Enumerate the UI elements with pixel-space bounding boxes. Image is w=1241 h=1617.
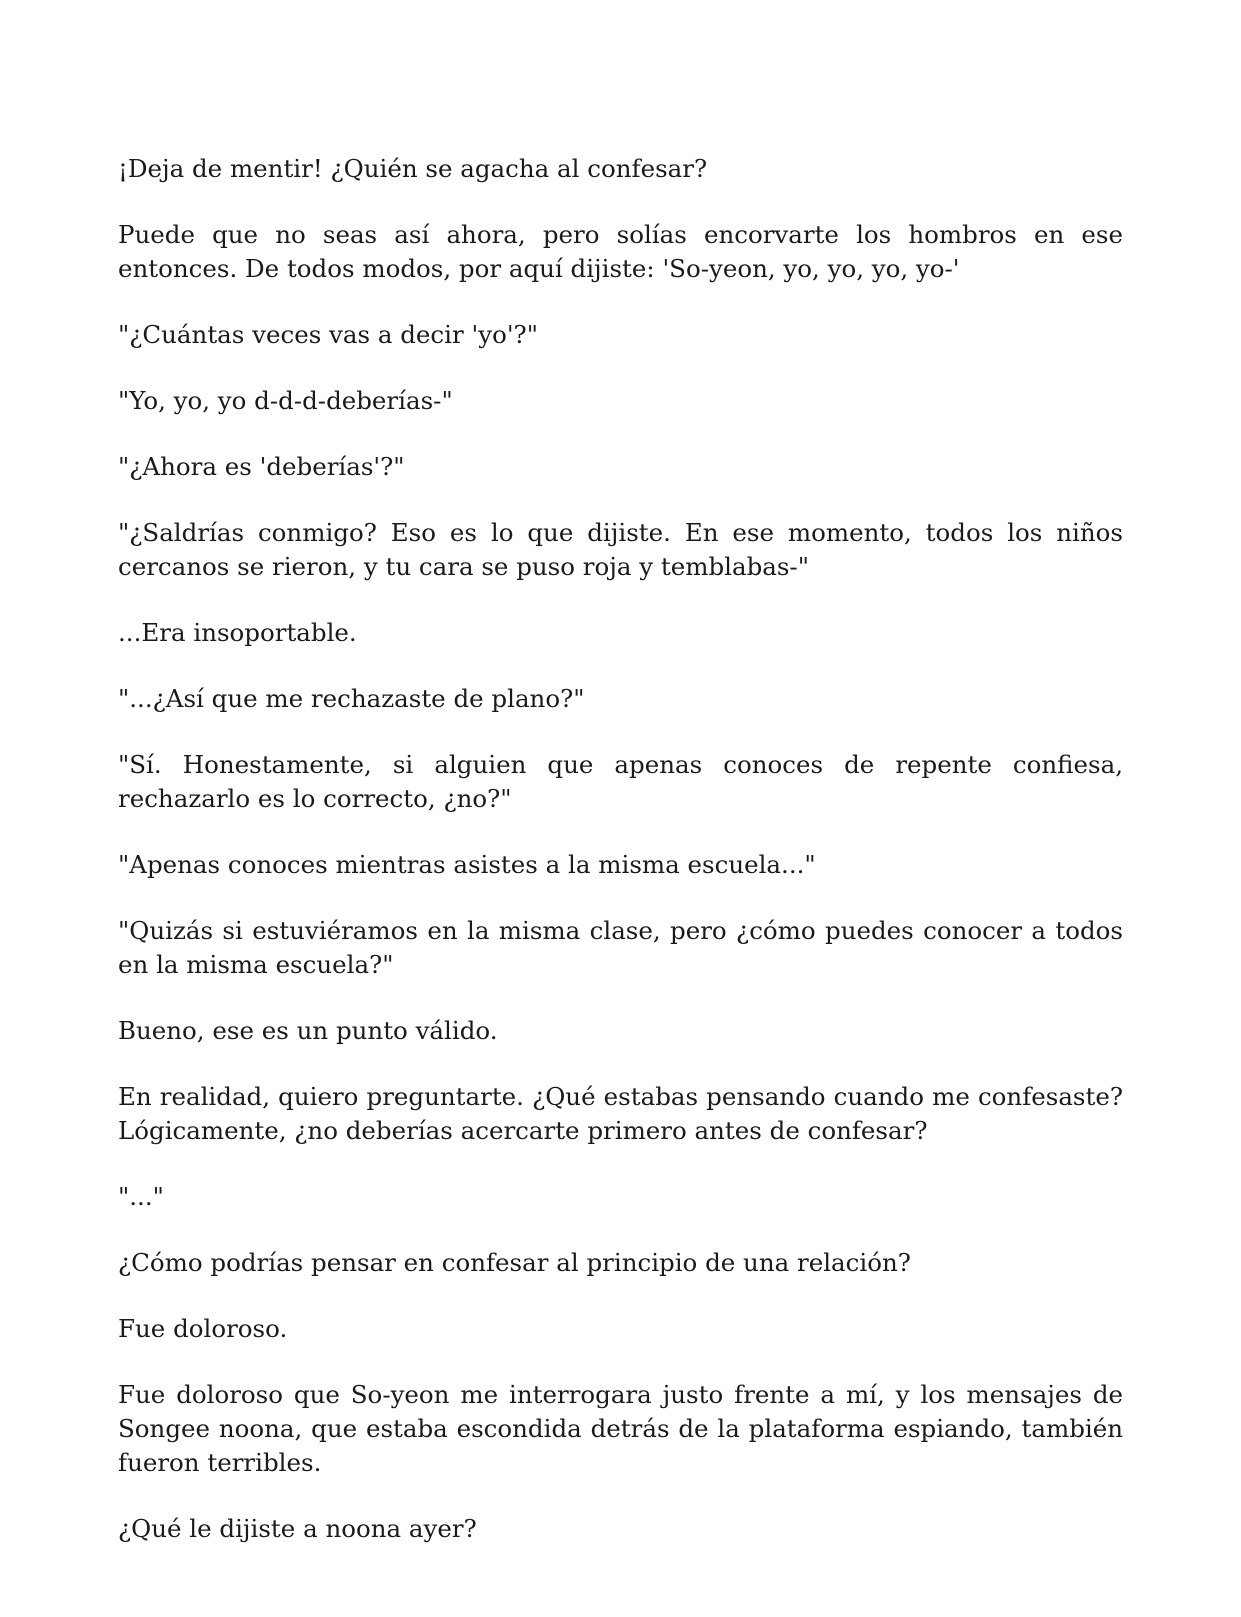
paragraph: Fue doloroso. (118, 1314, 288, 1343)
paragraph: "¿Cuántas veces vas a decir 'yo'?" (118, 320, 538, 349)
paragraph: "..." (118, 1182, 164, 1211)
paragraph: ¿Qué le dijiste a noona ayer? (118, 1514, 477, 1543)
paragraph: ¡Deja de mentir! ¿Quién se agacha al confesar? (118, 154, 708, 183)
paragraph: "¿Ahora es 'deberías'?" (118, 452, 405, 481)
paragraph: "Quizás si estuviéramos en la misma clase, pero ¿cómo puedes conocer a todos en la misma escuela?" (118, 916, 1123, 979)
paragraph: ¿Cómo podrías pensar en confesar al principio de una relación? (118, 1248, 911, 1277)
paragraph: Puede que no seas así ahora, pero solías encorvarte los hombros en ese entonces. De todos modos, por aquí dijiste: 'So-yeon, yo, yo, yo, yo-' (118, 220, 1123, 283)
paragraph: "Yo, yo, yo d-d-d-deberías-" (118, 386, 453, 415)
paragraph: En realidad, quiero preguntarte. ¿Qué estabas pensando cuando me confesaste? Lógicamente, ¿no deberías acercarte primero antes de confesar? (118, 1082, 1123, 1145)
paragraph: "...¿Así que me rechazaste de plano?" (118, 684, 585, 713)
paragraph: ...Era insoportable. (118, 618, 357, 647)
paragraph: Fue doloroso que So-yeon me interrogara justo frente a mí, y los mensajes de Songee noona, que estaba escondida detrás de la plataforma espiando, también fueron terribles. (118, 1380, 1123, 1477)
paragraph: Bueno, ese es un punto válido. (118, 1016, 498, 1045)
body-text (118, 152, 1123, 1578)
paragraph: "Apenas conoces mientras asistes a la misma escuela..." (118, 850, 816, 879)
paragraph: "Sí. Honestamente, si alguien que apenas conoces de repente confiesa, rechazarlo es lo correcto, ¿no?" (118, 750, 1123, 813)
paragraph: "¿Saldrías conmigo? Eso es lo que dijiste. En ese momento, todos los niños cercanos se rieron, y tu cara se puso roja y temblabas-" (118, 518, 1123, 581)
